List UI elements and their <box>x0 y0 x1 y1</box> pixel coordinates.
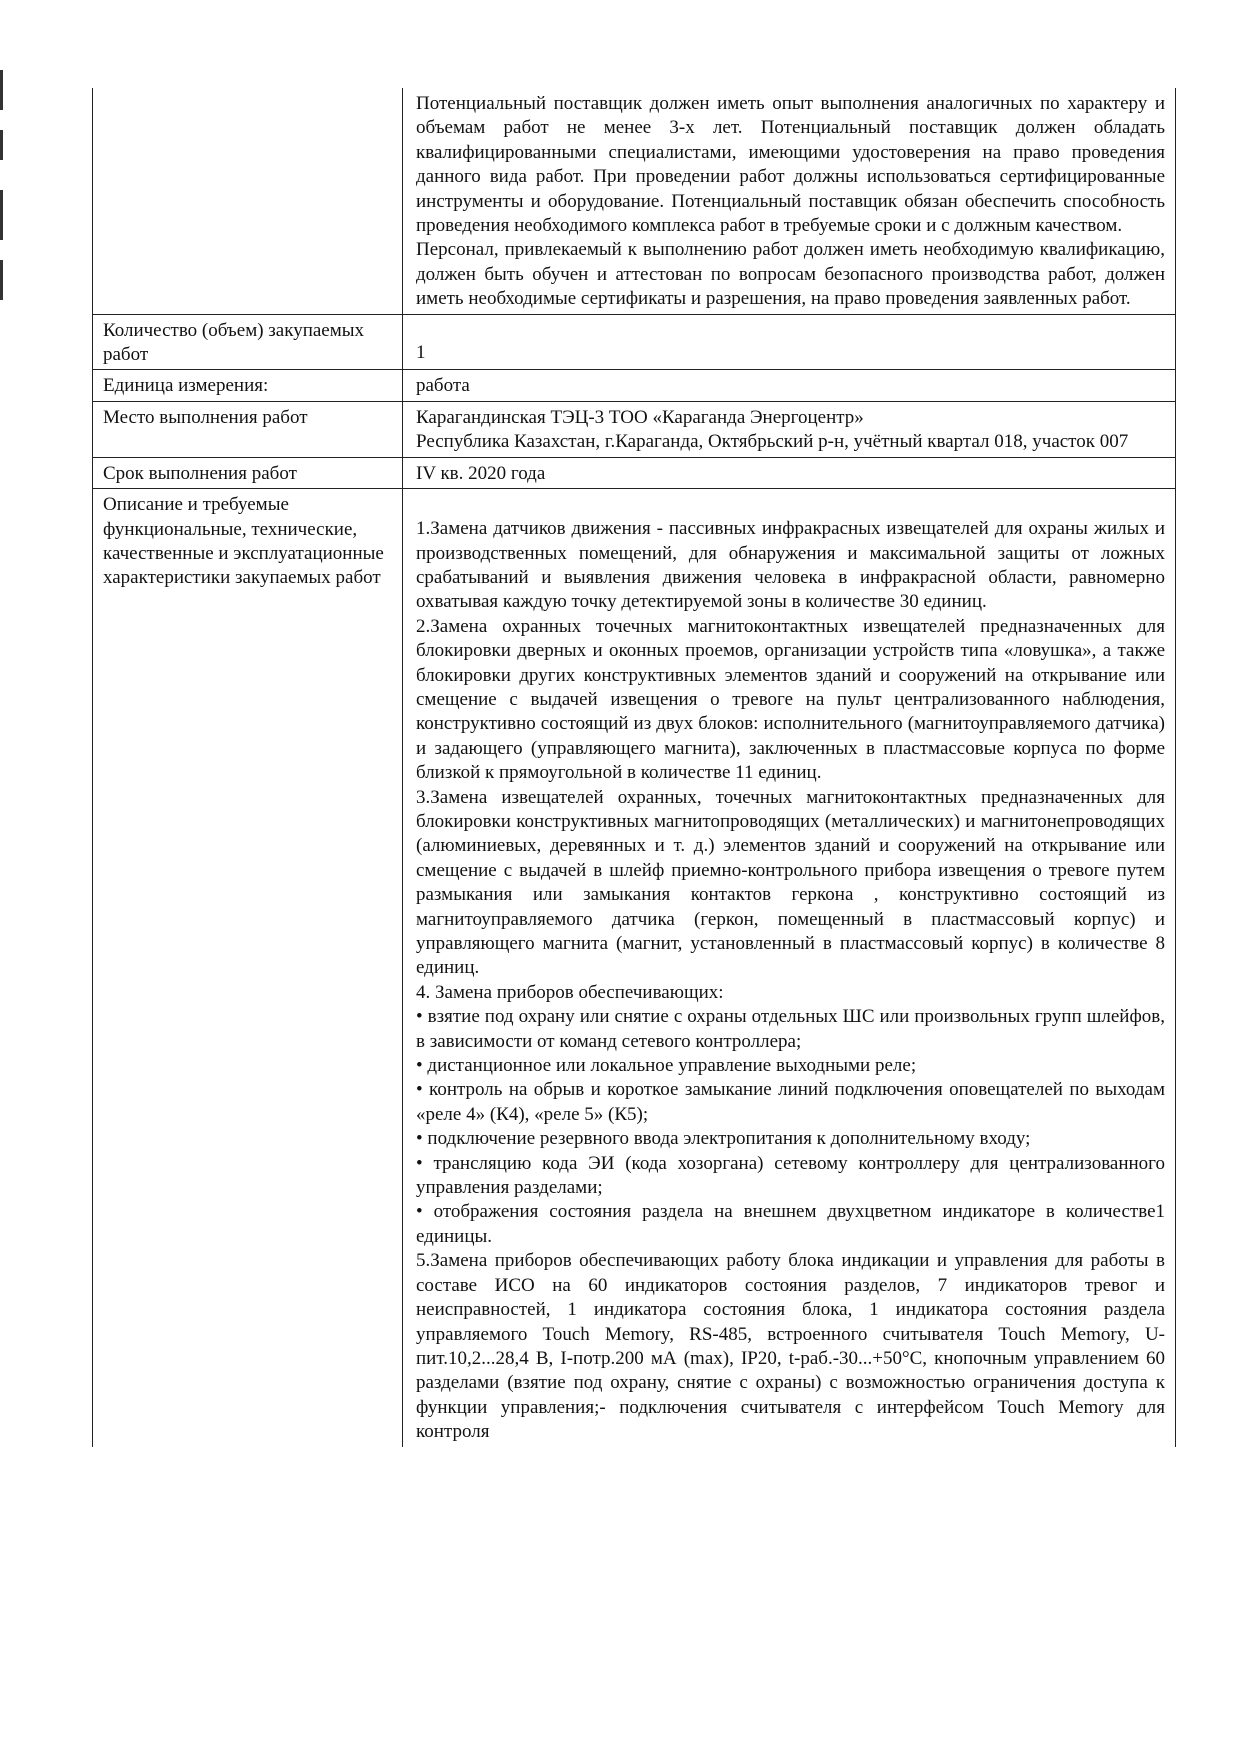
list-item: 3.Замена извещателей охранных, точечных магнитоконтактных предназначенных для блокировки конструктивных магнитопроводящих (металлических) и магнитонепроводящих (алюминиевых, деревянных и т. д.) элементов зданий и сооружений на открывание или смещение с выдачей в шлейф приемно-контрольного прибора извещения о тревоге путем размыкания или замыкания контактов геркона , конструктивно состоящий из магнитоуправляемого датчика (геркон, помещенный в пластмассовый корпус) и управляющего магнита (магнит, установленный в пластмассовый корпус) в количестве 8 единиц. <box>416 786 1165 979</box>
location-label: Место выполнения работ <box>93 401 403 457</box>
table-row-deadline <box>93 457 1176 488</box>
list-item: 4. Замена приборов обеспечивающих: <box>416 981 724 1003</box>
list-item: • отображения состояния раздела на внешнем двухцветном индикаторе в количестве1 единицы. <box>416 1201 1165 1247</box>
description-value <box>403 489 1176 1447</box>
list-item: • подключение резервного ввода электропитания к дополнительному входу; <box>416 1128 1031 1150</box>
description-label: Описание и требуемые функциональные, технические, качественные и эксплуатационные характеристики закупаемых работ <box>93 489 403 1447</box>
list-item: • контроль на обрыв и короткое замыкание линий подключения оповещателей по выходам «реле 4» (К4), «реле 5» (К5); <box>416 1079 1165 1125</box>
supplier-requirements-cell <box>403 88 1176 314</box>
list-item: • трансляцию кода ЭИ (кода хозоргана) сетевому контроллеру для централизованного управления разделами; <box>416 1152 1165 1199</box>
location-line-address: Республика Казахстан, г.Караганда, Октябрьский р-н, учётный квартал 018, участок 007 <box>416 431 1129 453</box>
list-item: 2.Замена охранных точечных магнитоконтактных извещателей предназначенных для блокировки дверных и оконных проемов, организации устройств типа «ловушка», а также блокировки других конструктивных элементов зданий и сооружений на открывание или смещение с выдачей извещения о тревоге на пульт централизованного наблюдения, конструктивно состоящий из двух блоков: исполнительного (магнитоуправляемого датчика) и задающего (управляющего магнита), заключенных в пластмассовые корпуса по форме близкой к прямоугольной в количестве 11 единиц. <box>416 615 1165 784</box>
personnel-requirements-paragraph: Персонал, привлекаемый к выполнению работ должен иметь необходимую квалификацию, должен быть обучен и аттестован по вопросам безопасного производства работ, должен иметь необходимые сертификаты и разрешения, на право проведения заявленных работ. <box>416 239 1165 310</box>
deadline-label: Срок выполнения работ <box>93 457 403 488</box>
list-item: 5.Замена приборов обеспечивающих работу блока индикации и управления для работы в составе ИСО на 60 индикаторов состояния разделов, 7 индикаторов тревог и неисправностей, 1 индикатора состояния блока, 1 индикатора состояния раздела управляемого Touch Memory, RS-485, встроенного считывателя Touch Memory, U-пит.10,2...28,4 В, I-потр.200 мА (max), IP20, t-раб.-30...+50°С, кнопочным управлением 60 разделами (взятие под охрану, снятие с охраны) с возможностью ограничения доступа к функции управления;- подключения считывателя с интерфейсом Touch Memory для контроля <box>416 1250 1165 1443</box>
scan-edge-marks <box>0 60 4 360</box>
quantity-label: Количество (объем) закупаемых работ <box>93 314 403 370</box>
quantity-value: 1 <box>403 314 1176 370</box>
table-row-location <box>93 401 1176 457</box>
specification-table <box>92 88 1176 1447</box>
list-item: 1.Замена датчиков движения - пассивных инфракрасных извещателей для охраны жилых и производственных помещений, для обнаружения и максимальной защиты от ложных срабатываний и выявления движения человека в инфракрасной области, равномерно охватывая каждую точку детектируемой зоны в количестве 30 единиц. <box>416 518 1165 613</box>
supplier-requirements-paragraph: Потенциальный поставщик должен иметь опыт выполнения аналогичных по характеру и объемам работ не менее 3-х лет. Потенциальный поставщик должен обладать квалифицированными специалистами, имеющими удостоверения на право проведения данного вида работ. При проведении работ должны использоваться сертифицированные инструменты и оборудование. Потенциальный поставщик обязан обеспечить способность проведения необходимого комплекса работ в требуемые сроки и с должным качеством. <box>416 93 1165 237</box>
unit-label: Единица измерения: <box>93 370 403 401</box>
list-item: • дистанционное или локальное управление выходными реле; <box>416 1055 917 1077</box>
unit-value: работа <box>403 370 1176 401</box>
table-row-description <box>93 489 1176 1447</box>
table-row-quantity <box>93 314 1176 370</box>
table-row-unit <box>93 370 1176 401</box>
deadline-value: IV кв. 2020 года <box>403 457 1176 488</box>
row-label-empty <box>93 88 403 314</box>
location-value <box>403 401 1176 457</box>
location-line-plant: Карагандинская ТЭЦ-3 ТОО «Караганда Энергоцентр» <box>416 406 864 428</box>
table-row-supplier-requirements <box>93 88 1176 314</box>
list-item: • взятие под охрану или снятие с охраны отдельных ШС или произвольных групп шлейфов, в зависимости от команд сетевого контроллера; <box>416 1006 1165 1052</box>
